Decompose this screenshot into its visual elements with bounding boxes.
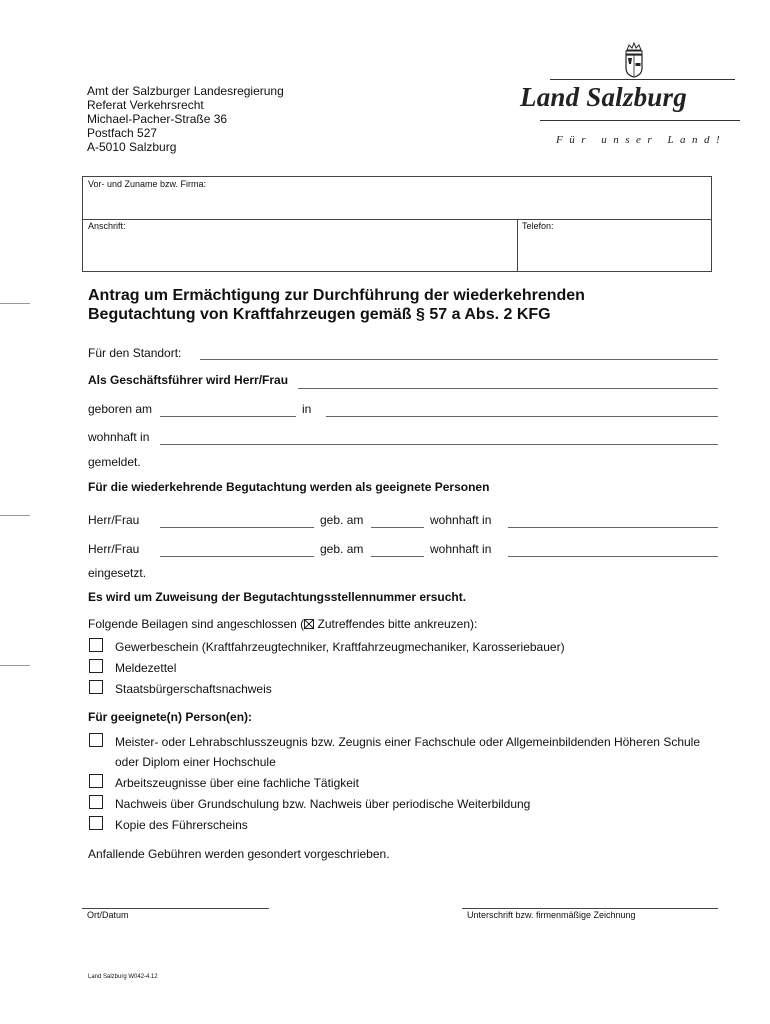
- request-label: Es wird um Zuweisung der Begutachtungsstellennummer ersucht.: [88, 590, 467, 604]
- name-field-label: Vor- und Zuname bzw. Firma:: [88, 179, 207, 189]
- person-1-name-field[interactable]: [160, 527, 314, 528]
- person-1-resident-field[interactable]: [508, 527, 718, 528]
- fees-note: Anfallende Gebühren werden gesondert vorgeschrieben.: [88, 847, 390, 861]
- form-code: Land Salzburg W042-4.12: [88, 974, 158, 980]
- divider: [83, 219, 711, 220]
- signature-field[interactable]: [462, 908, 718, 909]
- appointed-label: eingesetzt.: [88, 566, 147, 580]
- born-in-label: in: [302, 402, 312, 416]
- resident-label: wohnhaft in: [88, 430, 150, 444]
- born-place-field[interactable]: [326, 416, 718, 417]
- registered-label: gemeldet.: [88, 455, 141, 469]
- address-line: Referat Verkehrsrecht: [87, 98, 204, 112]
- suitable-label: Kopie des Führerscheins: [115, 818, 248, 832]
- address-line: Postfach 527: [87, 126, 158, 140]
- fold-mark: [0, 665, 30, 666]
- address-line: A-5010 Salzburg: [87, 140, 177, 154]
- logo-wordmark: Land Salzburg: [520, 82, 687, 112]
- suitable-label: Nachweis über Grundschulung bzw. Nachweis über periodische Weiterbildung: [115, 797, 531, 811]
- suitable-checkbox-certificate[interactable]: [89, 733, 103, 747]
- attachment-label: Staatsbürgerschaftsnachweis: [115, 682, 272, 696]
- address-line: Michael-Pacher-Straße 36: [87, 112, 228, 126]
- recipient-address: [87, 84, 284, 154]
- title-line: Antrag um Ermächtigung zur Durchführung der wiederkehrenden: [88, 287, 585, 304]
- person-2-resident-label: wohnhaft in: [430, 542, 492, 556]
- suitable-label: Arbeitszeugnisse über eine fachliche Tätigkeit: [115, 776, 359, 790]
- manager-label: Als Geschäftsführer wird Herr/Frau: [88, 373, 289, 387]
- suitable-checkbox-training[interactable]: [89, 795, 103, 809]
- logo-slogan: Für unser Land!: [556, 134, 727, 146]
- attachment-checkbox-registration[interactable]: [89, 659, 103, 673]
- person-2-name-field[interactable]: [160, 556, 314, 557]
- born-date-field[interactable]: [160, 416, 296, 417]
- logo-rule: [540, 120, 740, 121]
- suitable-label: Meister- oder Lehrabschlusszeugnis bzw. Zeugnis einer Fachschule oder Allgemeinbildenden Höheren Schule: [115, 735, 701, 749]
- person-2-dob-label: geb. am: [320, 542, 364, 556]
- location-field[interactable]: [200, 359, 718, 360]
- person-1-label: Herr/Frau: [88, 513, 140, 527]
- fold-mark: [0, 515, 30, 516]
- attachment-checkbox-citizenship[interactable]: [89, 680, 103, 694]
- fold-mark: [0, 303, 30, 304]
- signature-label: Unterschrift bzw. firmenmäßige Zeichnung: [467, 910, 636, 920]
- attachments-instruction: [88, 617, 477, 631]
- suitable-checkbox-work-reference[interactable]: [89, 774, 103, 788]
- persons-heading: Für die wiederkehrende Begutachtung werden als geeignete Personen: [88, 480, 490, 494]
- page-title: [88, 286, 728, 324]
- manager-name-field[interactable]: [298, 388, 718, 389]
- person-1-dob-field[interactable]: [371, 527, 424, 528]
- land-salzburg-logo: [520, 42, 745, 152]
- person-1-resident-label: wohnhaft in: [430, 513, 492, 527]
- coat-of-arms-icon: [623, 42, 645, 78]
- suitable-persons-heading: Für geeignete(n) Person(en):: [88, 710, 253, 724]
- suitable-label-continued: oder Diplom einer Hochschule: [115, 755, 276, 769]
- divider: [517, 219, 518, 271]
- attachment-label: Gewerbeschein (Kraftfahrzeugtechniker, Kraftfahrzeugmechaniker, Karosseriebauer): [115, 640, 565, 654]
- person-2-resident-field[interactable]: [508, 556, 718, 557]
- phone-field-label: Telefon:: [522, 221, 554, 231]
- suitable-checkbox-license-copy[interactable]: [89, 816, 103, 830]
- person-2-dob-field[interactable]: [371, 556, 424, 557]
- title-line: Begutachtung von Kraftfahrzeugen gemäß § 57 a Abs. 2 KFG: [88, 306, 551, 323]
- born-label: geboren am: [88, 402, 153, 416]
- location-label: Für den Standort:: [88, 346, 182, 360]
- address-field-label: Anschrift:: [88, 221, 126, 231]
- logo-rule: [550, 79, 735, 80]
- attachment-label: Meldezettel: [115, 661, 177, 675]
- attachments-label-suffix: Zutreffendes bitte ankreuzen):: [314, 617, 478, 631]
- person-2-label: Herr/Frau: [88, 542, 140, 556]
- attachments-label: Folgende Beilagen sind angeschlossen (: [88, 617, 305, 631]
- address-line: Amt der Salzburger Landesregierung: [87, 84, 284, 98]
- attachment-checkbox-trade-license[interactable]: [89, 638, 103, 652]
- checked-box-icon: [304, 619, 314, 629]
- applicant-details-box: [82, 176, 712, 272]
- place-date-field[interactable]: [82, 908, 269, 909]
- person-1-dob-label: geb. am: [320, 513, 364, 527]
- resident-field[interactable]: [160, 444, 718, 445]
- place-date-label: Ort/Datum: [87, 910, 129, 920]
